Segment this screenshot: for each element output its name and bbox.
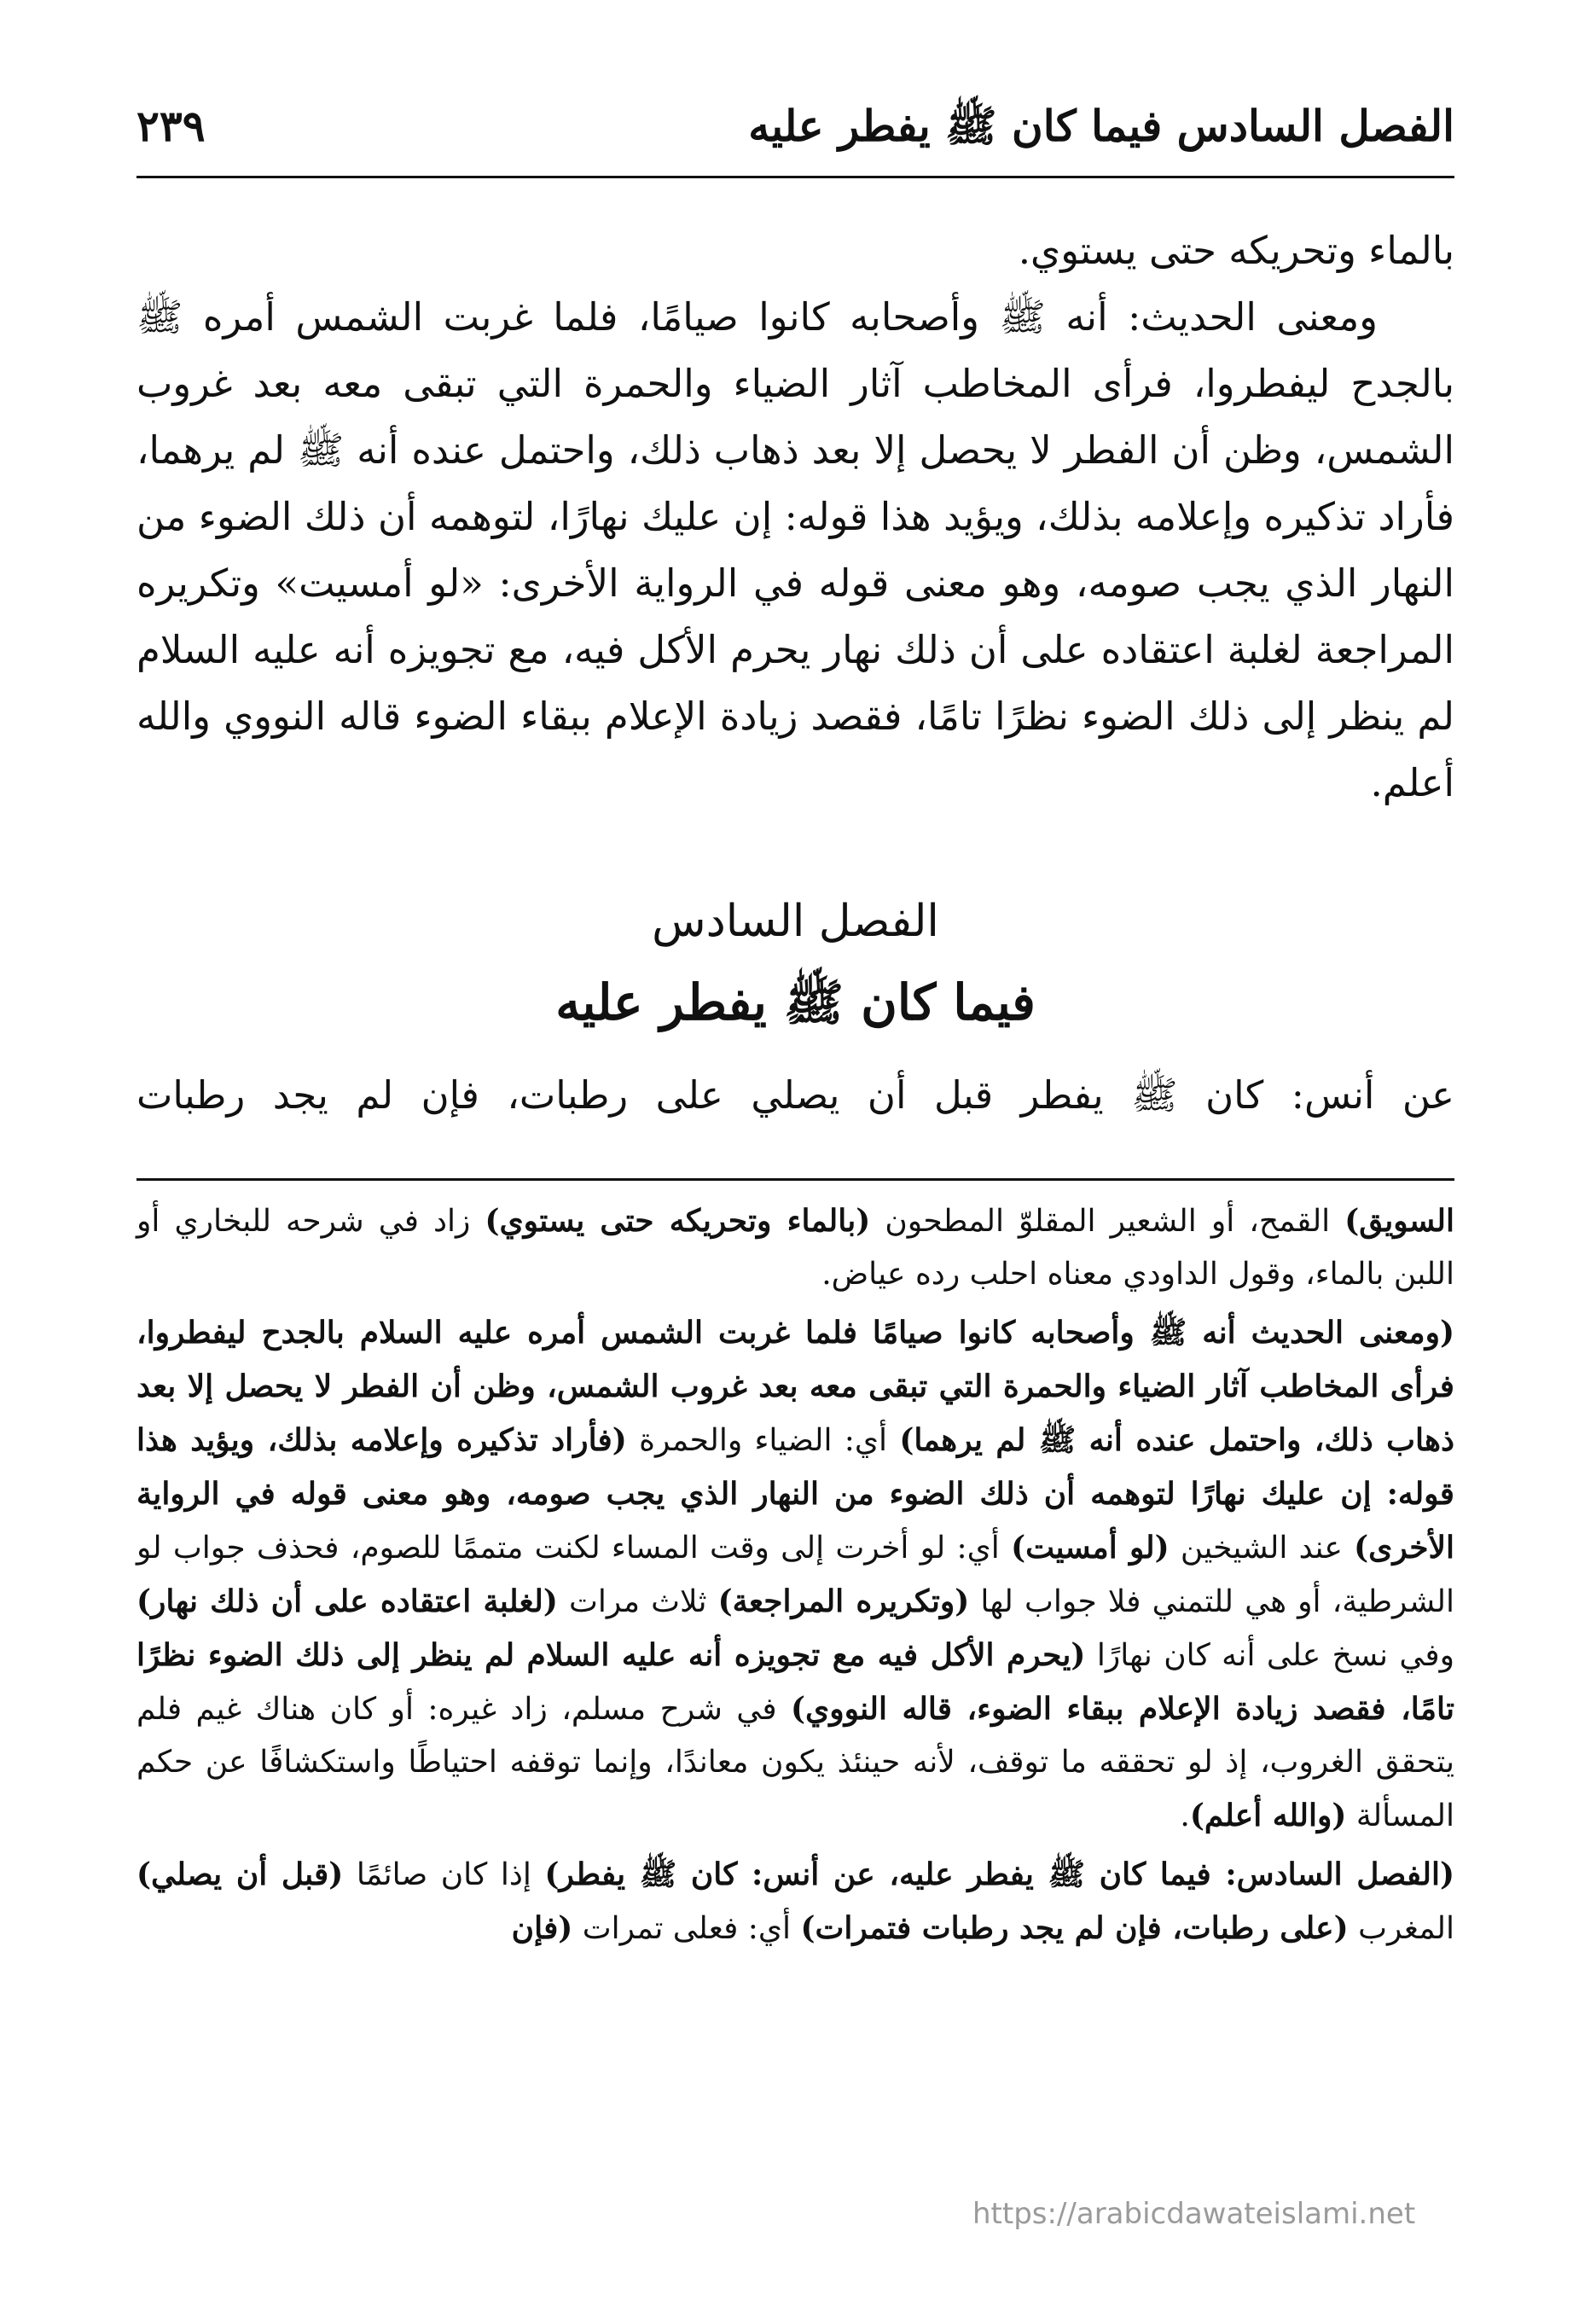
commentary-text: القمح، أو الشعير المقلوّ المطحون — [870, 1204, 1345, 1239]
header-divider — [136, 176, 1454, 178]
bold-quote: (والله أعلم) — [1189, 1798, 1347, 1833]
commentary — [136, 1194, 1454, 1961]
bold-quote: السويق) — [1344, 1203, 1454, 1239]
bold-quote: (بالماء وتحريكه حتى يستوي) — [485, 1203, 871, 1239]
hadith-line: عن أنس: كان ﷺ يفطر قبل أن يصلي على رطبات، فإن لم يجد رطبات — [136, 1072, 1454, 1118]
main-paragraph: ومعنى الحديث: أنه ﷺ وأصحابه كانوا صيامًا، فلما غربت الشمس أمره ﷺ بالجدح ليفطروا، فرأى المخاطب آثار الضياء والحمرة التي تبقى معه بعد غروب الشمس، وظن أن الفطر لا يحصل إلا بعد ذهاب ذلك، واحتمل عنده أنه ﷺ لم يرهما، فأراد تذكيره وإعلامه بذلك، ويؤيد هذا قوله: إن عليك نهارًا، لتوهمه أن ذلك الضوء من النهار الذي يجب صومه، وهو معنى قوله في الرواية الأخرى: «لو أمسيت» وتكريره المراجعة لغلبة اعتقاده على أن ذلك نهار يحرم الأكل فيه، مع تجويزه أنه عليه السلام لم ينظر إلى ذلك الضوء نظرًا تامًا، فقصد زيادة الإعلام ببقاء الضوء قاله النووي والله أعلم. — [136, 294, 1454, 805]
watermark-url: https://arabicdawateislami.net — [972, 2197, 1416, 2231]
commentary-paragraph — [136, 1848, 1454, 1955]
commentary-text: أي: لو أخرت إلى وقت المساء لكنت متممًا للصوم، فحذف جواب لو الشرطية، أو هي للتمني فلا جواب لها — [136, 1531, 1454, 1619]
commentary-text: . — [1180, 1798, 1190, 1833]
main-text — [136, 218, 1454, 816]
commentary-text: المغرب — [1348, 1911, 1454, 1946]
bold-quote: (فإن — [511, 1910, 573, 1946]
chapter-number: الفصل السادس — [652, 896, 939, 947]
running-title: الفصل السادس فيما كان ﷺ يفطر عليه — [748, 101, 1454, 151]
bold-quote: (يحرم الأكل فيه مع تجويزه أنه عليه السلام لم ينظر إلى ذلك الضوء نظرًا تامًا، فقصد زيادة الإعلام ببقاء الضوء، قاله النووي) — [136, 1637, 1454, 1727]
page-header — [136, 85, 1454, 154]
commentary-divider — [136, 1178, 1454, 1181]
bold-quote: (ومعنى الحديث أنه ﷺ وأصحابه كانوا صيامًا فلما غربت الشمس أمره عليه السلام بالجدح ليفطروا، فرأى المخاطب آثار الضياء والحمرة التي تبقى معه بعد غروب الشمس، وظن أن الفطر لا يحصل إلا بعد ذهاب ذلك، واحتمل عنده أنه ﷺ لم يرهما) — [136, 1315, 1454, 1458]
bold-quote: (فأراد تذكيره وإعلامه بذلك، ويؤيد هذا قوله: إن عليك نهارًا لتوهمه أن ذلك الضوء من النهار الذي يجب صومه، وهو معنى قوله في الرواية الأخرى) — [136, 1422, 1454, 1566]
chapter-title: فيما كان ﷺ يفطر عليه — [555, 973, 1036, 1031]
commentary-text: في شرح مسلم، زاد غيره: أو كان هناك غيم فلم يتحقق الغروب، إذ لو تحققه ما توقف، لأنه حينئذ يكون معاندًا، وإنما توقفه احتياطًا واستكشافًا عن حكم المسألة — [136, 1692, 1454, 1833]
commentary-text: ثلاث مرات — [557, 1584, 718, 1619]
commentary-paragraph — [136, 1194, 1454, 1301]
commentary-paragraph — [136, 1306, 1454, 1843]
bold-quote: (لو أمسيت) — [1011, 1530, 1170, 1566]
commentary-text: أي: فعلى تمرات — [572, 1911, 801, 1946]
bold-quote: (على رطبات، فإن لم يجد رطبات فتمرات) — [800, 1910, 1349, 1946]
commentary-text: وفي نسخ على أنه كان نهارًا — [1085, 1638, 1454, 1673]
bold-quote: (الفصل السادس: فيما كان ﷺ يفطر عليه، عن أنس: كان ﷺ يفطر) — [544, 1856, 1454, 1892]
commentary-text: زاد في شرحه للبخاري أو اللبن بالماء، وقول الداودي معناه احلب رده عياض. — [136, 1204, 1454, 1292]
hadith-text — [136, 1062, 1454, 1129]
commentary-text: أي: الضياء والحمرة — [626, 1423, 900, 1458]
commentary-text: عند الشيخين — [1169, 1531, 1355, 1566]
page-number: ٢٣٩ — [136, 101, 206, 151]
commentary-text: إذا كان صائمًا — [343, 1857, 545, 1892]
bold-quote: (قبل أن يصلي) — [136, 1856, 344, 1892]
bold-quote: (لغلبة اعتقاده على أن ذلك نهار) — [136, 1583, 558, 1619]
bold-quote: (وتكريره المراجعة) — [717, 1583, 970, 1619]
main-paragraph: بالماء وتحريكه حتى يستوي. — [1018, 228, 1454, 273]
